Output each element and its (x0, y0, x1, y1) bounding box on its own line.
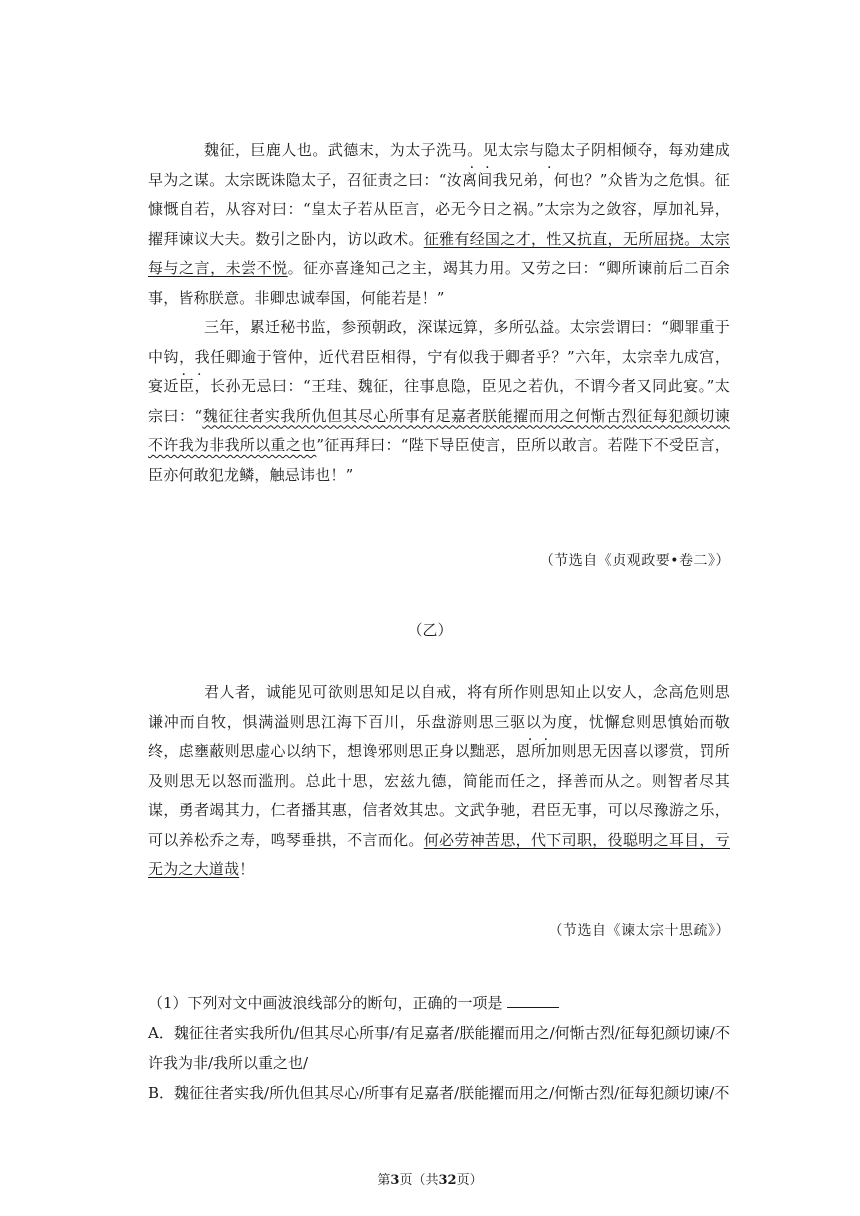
option-b[interactable]: B．魏征往者实我/所仇但其尽心/所事有足嘉者/朕能擢而用之/何惭古烈/征每犯颜切谏/不 (148, 1084, 730, 1102)
dotted-char: 马 (451, 141, 468, 159)
passage-yi (148, 678, 730, 885)
dotted-char: 三 (494, 712, 511, 731)
passage-jia-paragraph-1 (148, 136, 730, 313)
answer-blank[interactable] (507, 995, 559, 1008)
passage-yi-paragraph (148, 678, 730, 885)
underlined-sentence: 征雅有经国之才，性又抗直，无所屈挠。太宗每与之言，未尝不悦 (148, 229, 730, 277)
text-run: 以为度，忧懈怠则思慎始而敬终，虑壅蔽则思虚心以纳下，想谗邪则思正身以黜恶，恩所加则思无因喜以谬赏，罚所及则思无以怒而滥刑。总此十思，宏兹九德，简能而任之，择善而从之。则智者尽其谋，勇者竭其力，仁者播其惠，信者效其忠。文武争驰，君臣无事，可以尽豫游之乐，可以养松乔之寿，鸣琴垂拱，不言而化。 (148, 712, 731, 849)
wavy-underlined-sentence: 魏征往者实我所仇但其尽心所事有足嘉者朕能擢而用之何惭古烈征每犯颜切谏不许我为非我所以重之也 (148, 406, 730, 454)
text-run: ”征再拜曰：“陛下导臣使言，臣所以敢言。若陛下不受臣言，臣亦何敢犯龙鳞，触忌讳也！” (148, 436, 730, 484)
text-run: ！ (239, 860, 255, 878)
question-stem (148, 988, 730, 1018)
text-run: 君人者，诚能见可欲则思知足以自戒，将有所作则思知止以安人，念高危则思谦冲而自牧，惧满溢则思江海下百川，乐盘游则思 (148, 683, 730, 731)
dotted-char: 钩 (163, 347, 180, 366)
text-run: 。见太 (467, 141, 514, 159)
page-number: 3 (390, 1173, 400, 1188)
text-run: 魏征，巨鹿人也。武德末，为太子 (204, 141, 437, 159)
footer-text: 页） (456, 1173, 483, 1188)
page-footer (0, 1169, 860, 1188)
dotted-char: 驱 (510, 712, 526, 731)
text-run: 。征亦喜逢知己之主，竭其力用。又劳之曰：“卿所谏前后二百余事，皆称朕意。非卿忠诚奉国，何能若是！” (148, 259, 730, 307)
question-1 (148, 988, 730, 1108)
page-total: 32 (438, 1173, 457, 1188)
text-run: 三年，累迁秘书监，参预朝政，深谋远算，多所弘益。太宗尝谓曰：“卿罪重于 (204, 318, 730, 336)
question-stem-text: （1）下列对文中画波浪线部分的断句，正确的一项是 (148, 994, 503, 1012)
underlined-sentence: 何必劳神苦思，代下司职，役聪明之耳目，亏无为之大道哉 (148, 830, 730, 878)
dotted-char: 宗 (513, 141, 530, 159)
dotted-char: 中 (148, 347, 164, 366)
text-run: 与隐太子阴相倾夺，每劝建成早为之谋。太宗既诛隐太子，召征责之曰：“汝离间我兄弟，何也？”众皆为之危惧。征慷慨自若，从容对曰：“皇太子若从臣言，必无今日之祸。”太宗为之敛容，厚加礼异，擢拜谏议大夫。数引之卧内，访以政术。 (148, 141, 730, 248)
text-run: ，我任卿逾于管仲，近代君臣相得，宁有似我于卿者乎？”六年，太宗幸九成宫，宴近臣，长孙无忌曰：“王珪、魏征，往事息隐，臣见之若仇，不谓今者又同此宴。”太宗曰：“ (148, 347, 731, 425)
option-a[interactable]: A．魏征往者实我所仇/但其尽心所事/有足嘉者/朕能擢而用之/何惭古烈/征每犯颜切谏/不许我为非/我所以重之也/ (148, 1024, 730, 1072)
passage-jia-paragraph-2 (148, 313, 730, 490)
footer-text: 页（共 (399, 1173, 439, 1188)
section-label-yi: （乙） (407, 621, 453, 639)
source-citation-jia: （节选自《贞观政要•卷二》） (539, 553, 730, 569)
passage-jia (148, 136, 730, 490)
dotted-char: 洗 (436, 141, 452, 159)
footer-text: 第 (377, 1173, 391, 1188)
source-citation-yi: （节选自《谏太宗十思疏》） (548, 923, 730, 939)
